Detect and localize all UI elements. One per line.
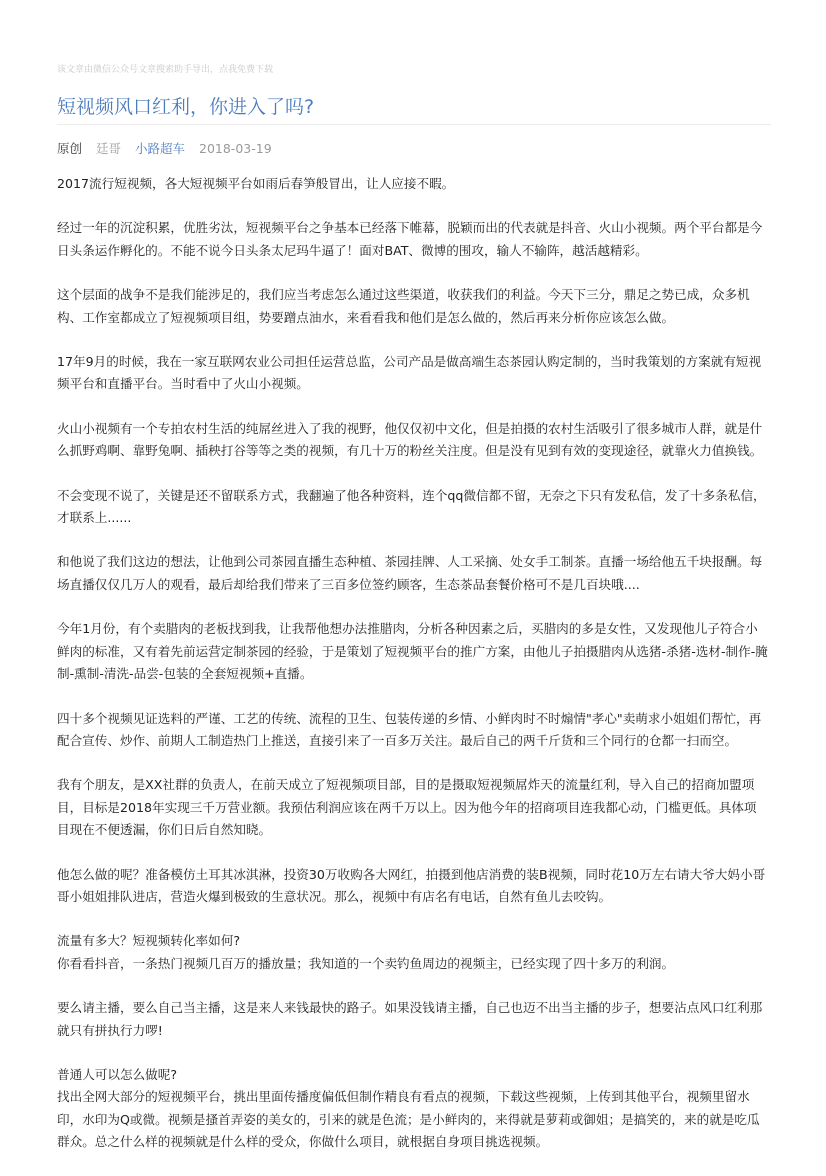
paragraph: 2017流行短视频，各大短视频平台如雨后春笋般冒出，让人应接不暇。 — [57, 176, 455, 191]
original-tag: 原创 — [57, 141, 83, 156]
paragraph: 这个层面的战争不是我们能涉足的，我们应当考虑怎么通过这些渠道，收获我们的利益。今天下三分，鼎足之势已成，众多机构、工作室都成立了短视频项目组，势要蹭点油水，来看看我和他们是怎么做的，然后再来分析你应该怎么做。 — [57, 287, 750, 325]
paragraph: 找出全网大部分的短视频平台，挑出里面传播度偏低但制作精良有看点的视频，下载这些视频，上传到其他平台，视频里留水印，水印为Q或微。视频是搔首弄姿的美女的，引来的就是色流；是小鲜肉的，来得就是萝莉或御姐；是搞笑的，来的就是吃瓜群众。总之什么样的视频就是什么样的受众，你做什么项目，就根据自身项目挑选视频。 — [57, 1089, 760, 1150]
paragraph: 要么请主播，要么自己当主播，这是来人来钱最快的路子。如果没钱请主播，自己也迈不出当主播的步子，想要沾点风口红利那就只有拼执行力啰! — [57, 1000, 763, 1038]
paragraph: 他怎么做的呢？准备模仿土耳其冰淇淋，投资30万收购各大网红，拍摄到他店消费的装B视频，同时花10万左右请大爷大妈小哥哥小姐姐排队进店，营造火爆到极致的生意状况。那么，视频中有店名有电话，自然有鱼儿去咬钩。 — [57, 866, 766, 904]
paragraph: 经过一年的沉淀积累，优胜劣汰，短视频平台之争基本已经落下帷幕，脱颖而出的代表就是抖音、火山小视频。两个平台都是今日头条运作孵化的。不能不说今日头条太尼玛牛逼了！面对BAT、微博的围攻，输人不输阵，越活越精彩。 — [57, 220, 763, 258]
paragraph: 我有个朋友，是XX社群的负责人，在前天成立了短视频项目部，目的是摄取短视频屌炸天的流量红利，导入自己的招商加盟项目，目标是2018年实现三千万营业额。我预估利润应该在两千万以上。因为他今年的招商项目连我都心动，门槛更低。具体项目现在不便透漏，你们日后自然知晓。 — [57, 777, 757, 838]
export-notice-link[interactable]: 该文章由微信公众号文章搜索助手导出，点我免费下载 — [57, 65, 274, 75]
paragraph: 四十多个视频见证选料的严谨、工艺的传统、流程的卫生、包装传递的乡情、小鲜肉时不时煽情"孝心"卖萌求小姐姐们帮忙，再配合宣传、炒作、前期人工制造热门上推送，直接引来了一百多万关注。最后自己的两千斤货和三个同行的仓都一扫而空。 — [57, 710, 762, 748]
paragraph: 你看看抖音，一条热门视频几百万的播放量；我知道的一个卖钓鱼周边的视频主，已经实现了四十多万的利润。 — [57, 955, 675, 971]
paragraph: 火山小视频有一个专拍农村生活的纯屌丝进入了我的视野，他仅仅初中文化，但是拍摄的农村生活吸引了很多城市人群，就是什么抓野鸡啊、靠野兔啊、插秧打谷等等之类的视频，有几十万的粉丝关注度。但是没有见到有效的变现途径，就靠火力值换钱。 — [57, 420, 763, 459]
paragraph: 和他说了我们这边的想法，让他到公司茶园直播生态种植、茶园挂牌、人工采摘、处女手工制茶。直播一场给他五千块报酬。每场直播仅仅几万人的观看，最后却给我们带来了三百多位签约顾客，生态茶品套餐价格可不是几百块哦.... — [57, 554, 763, 592]
section-question: 流量有多大？短视频转化率如何? — [57, 933, 240, 949]
account-name-link[interactable]: 小路超车 — [135, 141, 186, 156]
title-divider — [57, 124, 771, 125]
paragraph: 不会变现不说了，关键是还不留联系方式，我翻遍了他各种资料，连个qq微信都不留，无奈之下只有发私信，发了十多条私信，才联系上...... — [57, 487, 766, 526]
paragraph: 17年9月的时候，我在一家互联网农业公司担任运营总监，公司产品是做高端生态茶园认购定制的，当时我策划的方案就有短视频平台和直播平台。当时看中了火山小视频。 — [57, 354, 762, 392]
publish-date: 2018-03-19 — [199, 141, 272, 156]
article-meta — [57, 140, 282, 158]
author-name: 廷哥 — [96, 141, 122, 156]
paragraph: 今年1月份，有个卖腊肉的老板找到我，让我帮他想办法推腊肉，分析各种因素之后，买腊肉的多是女性，又发现他儿子符合小鲜肉的标准，又有着先前运营定制茶园的经验，于是策划了短视频平台的推广方案，由他儿子拍摄腊肉从选猪-杀猪-选材-制作-腌制-熏制-清洗-品尝-包装的全套短视频+直播。 — [57, 621, 768, 682]
section-question: 普通人可以怎么做呢? — [57, 1066, 178, 1082]
article-body — [57, 173, 769, 1176]
article-title: 短视频风口红利，你进入了吗? — [57, 96, 315, 118]
